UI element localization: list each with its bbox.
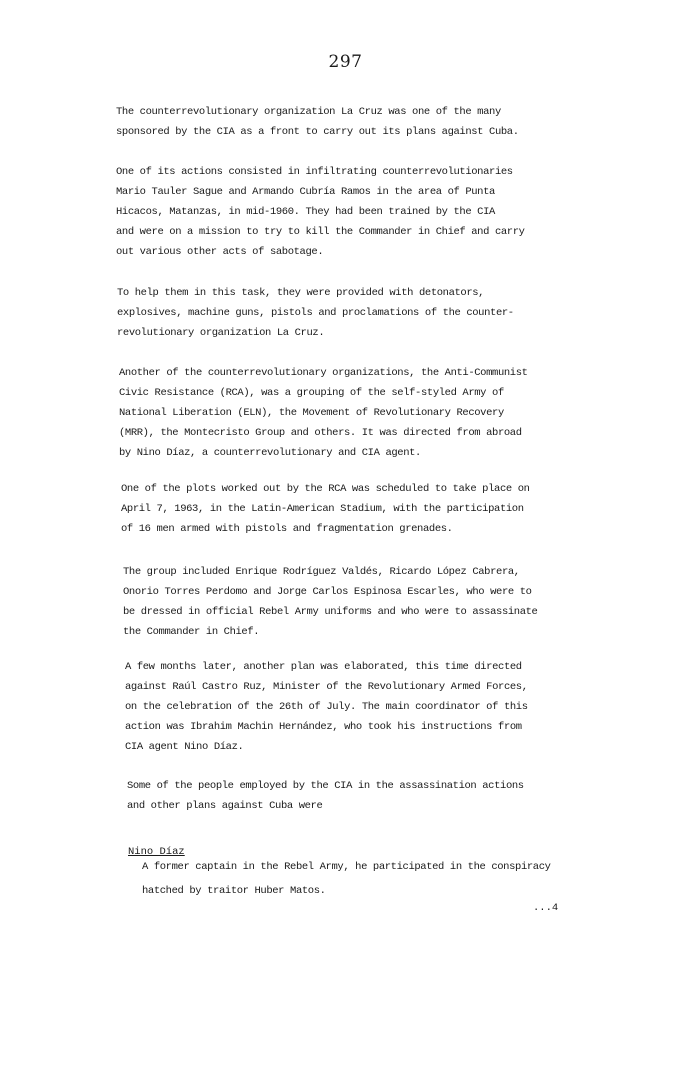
entry-description (142, 855, 551, 903)
text-line: action was Ibrahim Machin Hernández, who took his instructions from (125, 721, 522, 733)
text-line: One of the plots worked out by the RCA was scheduled to take place on (121, 483, 530, 495)
text-line: and other plans against Cuba were (127, 800, 323, 812)
paragraph-infiltration (116, 162, 525, 262)
text-line: CIA agent Nino Díaz. (125, 741, 244, 753)
text-line: The group included Enrique Rodríguez Valdés, Ricardo López Cabrera, (123, 566, 520, 578)
text-line: out various other acts of sabotage. (116, 246, 324, 258)
text-line: Onorio Torres Perdomo and Jorge Carlos Espinosa Escarles, who were to (123, 586, 532, 598)
entry-heading-nino-diaz: Nino Díaz (128, 846, 185, 858)
text-line: by Nino Díaz, a counterrevolutionary and CIA agent. (119, 447, 421, 459)
text-line: of 16 men armed with pistols and fragmentation grenades. (121, 523, 453, 535)
continuation-mark: ...4 (533, 902, 559, 914)
text-line: To help them in this task, they were provided with detonators, (117, 287, 485, 299)
text-line: revolutionary organization La Cruz. (117, 327, 325, 339)
paragraph-la-cruz (116, 102, 519, 142)
text-line: Some of the people employed by the CIA in the assassination actions (127, 780, 524, 792)
paragraph-people-employed (127, 776, 524, 816)
text-line: explosives, machine guns, pistols and proclamations of the counter- (117, 307, 514, 319)
text-line: National Liberation (ELN), the Movement of Revolutionary Recovery (119, 407, 504, 419)
text-line: and were on a mission to try to kill the Commander in Chief and carry (116, 226, 525, 238)
paragraph-group-members (123, 562, 537, 642)
text-line: Mario Tauler Sague and Armando Cubría Ramos in the area of Punta (116, 186, 495, 198)
text-line: Hicacos, Matanzas, in mid-1960. They had been trained by the CIA (116, 206, 495, 218)
text-line: against Raúl Castro Ruz, Minister of the Revolutionary Armed Forces, (125, 681, 528, 693)
text-line: One of its actions consisted in infiltrating counterrevolutionaries (116, 166, 513, 178)
text-line: April 7, 1963, in the Latin-American Stadium, with the participation (121, 503, 524, 515)
text-line: on the celebration of the 26th of July. The main coordinator of this (125, 701, 528, 713)
text-line: Another of the counterrevolutionary organizations, the Anti-Communist (119, 367, 528, 379)
page-number: 297 (328, 52, 363, 72)
text-line: be dressed in official Rebel Army uniforms and who were to assassinate (123, 606, 538, 618)
text-line: Civic Resistance (RCA), was a grouping of the self-styled Army of (119, 387, 504, 399)
text-line: (MRR), the Montecristo Group and others. It was directed from abroad (119, 427, 522, 439)
paragraph-stadium-plot (121, 479, 530, 539)
text-line: The counterrevolutionary organization La Cruz was one of the many (116, 106, 501, 118)
paragraph-equipment (117, 283, 514, 343)
paragraph-rca (119, 363, 528, 463)
paragraph-raul-plot (125, 657, 528, 757)
text-line: A few months later, another plan was elaborated, this time directed (125, 661, 522, 673)
text-line: A former captain in the Rebel Army, he participated in the conspiracy (142, 861, 551, 873)
text-line: hatched by traitor Huber Matos. (142, 885, 326, 897)
text-line: the Commander in Chief. (123, 626, 260, 638)
text-line: sponsored by the CIA as a front to carry out its plans against Cuba. (116, 126, 519, 138)
